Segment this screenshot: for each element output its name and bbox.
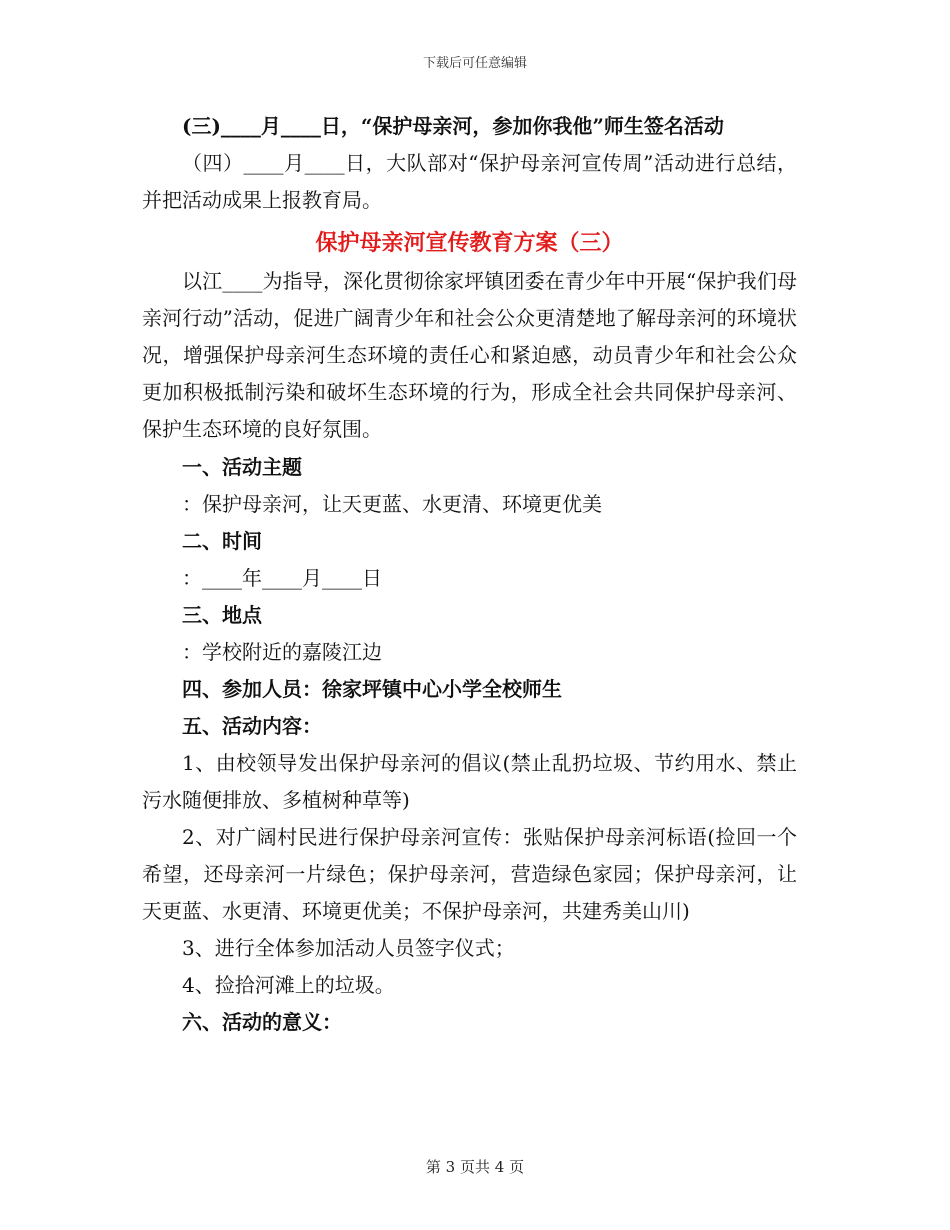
- content-item-1: 1、由校领导发出保护母亲河的倡议(禁止乱扔垃圾、节约用水、禁止污水随便排放、多植树种草等): [142, 751, 797, 812]
- page-footer: 第 3 页共 4 页: [425, 1158, 525, 1176]
- heading-time: 二、时间: [182, 529, 262, 553]
- summary-paragraph: （四）____月____日，大队部对“保护母亲河宣传周”活动进行总结，并把活动成果上报教育局。: [142, 151, 797, 212]
- time-text: ：____年____月____日: [182, 566, 382, 590]
- theme-text: ：保护母亲河，让天更蓝、水更清、环境更优美: [182, 492, 602, 516]
- heading-significance: 六、活动的意义：: [182, 1010, 342, 1034]
- signature-activity-line: (三)____月____日，“保护母亲河，参加你我他”师生签名活动: [182, 114, 724, 138]
- content-item-4: 4、捡拾河滩上的垃圾。: [182, 973, 395, 997]
- heading-location: 三、地点: [182, 603, 262, 627]
- location-text: ：学校附近的嘉陵江边: [182, 640, 382, 664]
- intro-paragraph: 以江____为指导，深化贯彻徐家坪镇团委在青少年中开展“保护我们母亲河行动”活动，促进广阔青少年和社会公众更清楚地了解母亲河的环境状况，增强保护母亲河生态环境的责任心和紧迫感，动员青少年和社会公众更加积极抵制污染和破坏生态环境的行为，形成全社会共同保护母亲河、保护生态环境的良好氛围。: [142, 269, 797, 441]
- content-item-3: 3、进行全体参加活动人员签字仪式；: [182, 936, 515, 960]
- heading-participants: 四、参加人员：徐家坪镇中心小学全校师生: [182, 677, 562, 701]
- document-body: [142, 108, 797, 1041]
- content-item-2: 2、对广阔村民进行保护母亲河宣传：张贴保护母亲河标语(捡回一个希望，还母亲河一片绿色；保护母亲河，营造绿色家园；保护母亲河，让天更蓝、水更清、环境更优美；不保护母亲河，共建秀美山川): [142, 825, 797, 923]
- section-title: 保护母亲河宣传教育方案（三）: [315, 230, 624, 256]
- heading-content: 五、活动内容：: [182, 714, 322, 738]
- page-header: 下载后可任意编辑: [422, 56, 527, 71]
- heading-theme: 一、活动主题: [182, 455, 302, 479]
